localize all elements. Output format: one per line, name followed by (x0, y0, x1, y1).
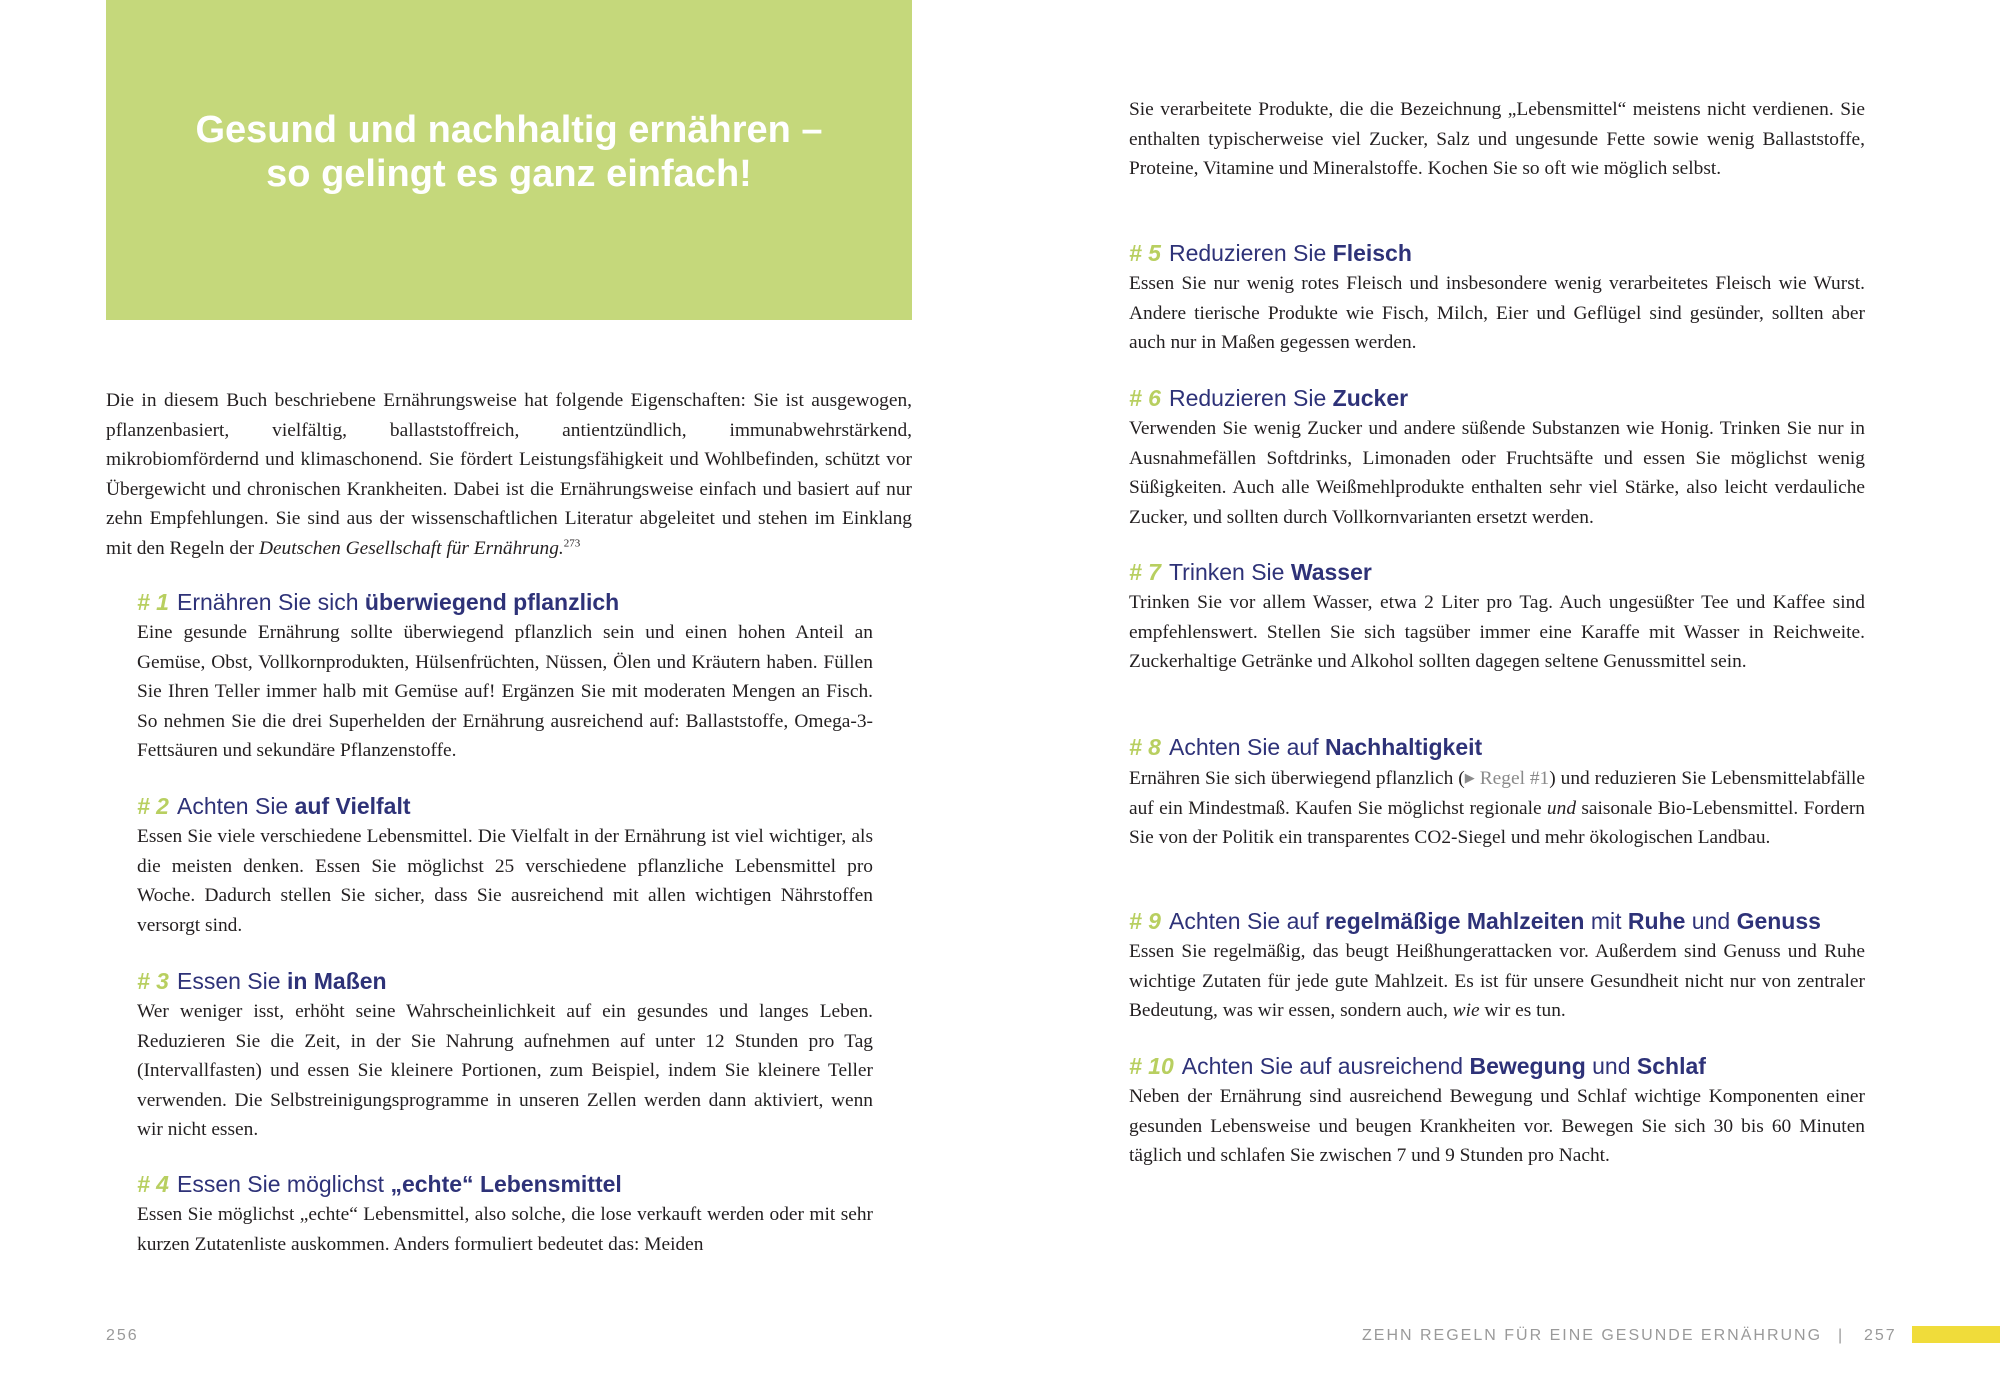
rule-body: Eine gesunde Ernährung sollte überwiegend pflanzlich sein und einen hohen Anteil an Gemüse, Obst, Vollkornprodukten, Hülsenfrüchten, Nüssen, Ölen und Kräutern haben. Füllen Sie Ihren Teller immer halb mit Gemüse auf! Ergänzen Sie mit moderaten Mengen an Fisch. So nehmen Sie die drei Superhelden der Ernährung ausreichend auf: Ballaststoffe, Omega-3-Fettsäuren und sekundäre Pflanzenstoffe. (137, 622, 873, 761)
rule-3 (137, 965, 873, 1145)
rule-4 (137, 1168, 873, 1259)
rule-10 (1129, 1050, 1865, 1171)
rule-heading: # 8 Achten Sie auf Nachhaltigkeit (1129, 734, 1483, 760)
left-page-number: 256 (106, 1327, 139, 1344)
rule-6 (1129, 382, 1865, 532)
rule-heading: # 1 Ernähren Sie sich überwiegend pflanzlich (137, 589, 620, 615)
rule-body: Wer weniger isst, erhöht seine Wahrscheinlichkeit auf ein gesundes und langes Leben. Reduzieren Sie die Zeit, in der Sie Nahrung aufnehmen auf unter 12 Stunden pro Tag (Intervallfasten) und essen Sie kleinere Portionen, zum Beispiel, indem Sie kleinere Teller verwenden. Die Selbstreinigungsprogramme in unseren Zellen werden dann aktiviert, wenn wir nicht essen. (137, 1001, 873, 1140)
rule-reference-link[interactable]: ▶ Regel #1 (1464, 768, 1550, 789)
rule-body: Essen Sie regelmäßig, das beugt Heißhungerattacken vor. Außerdem sind Genuss und Ruhe wichtige Zutaten für jede gute Mahlzeit. Es ist für unsere Gesundheit nicht nur von zentraler Bedeutung, was wir essen, sondern auch, wie wir es tun. (1129, 941, 1865, 1021)
rule-4-continuation: Sie verarbeitete Produkte, die die Bezeichnung „Lebensmittel“ meistens nicht verdienen. Sie enthalten typischerweise viel Zucker, Salz und ungesunde Fette sowie wenig Ballaststoffe, Proteine, Vitamine und Mineralstoffe. Kochen Sie so oft wie möglich selbst. (1129, 99, 1865, 179)
rule-number: # 8 (1129, 734, 1161, 760)
rule-number: # 2 (137, 793, 169, 819)
rule-number: # 7 (1129, 559, 1161, 585)
rule-number: # 9 (1129, 908, 1161, 934)
rule-heading: # 3 Essen Sie in Maßen (137, 968, 387, 994)
rule-body: Trinken Sie vor allem Wasser, etwa 2 Liter pro Tag. Auch ungesüßter Tee und Kaffee sind empfehlenswert. Stellen Sie sich tagsüber immer eine Karaffe mit Wasser in Reichweite. Zuckerhaltige Getränke und Alkohol sollten dagegen seltene Genussmittel sein. (1129, 592, 1865, 672)
rule-heading: # 7 Trinken Sie Wasser (1129, 559, 1372, 585)
rule-body: Essen Sie nur wenig rotes Fleisch und insbesondere wenig verarbeitetes Fleisch wie Wurst. Andere tierische Produkte wie Fisch, Milch, Eier und Geflügel sind gesünder, sollten aber auch nur in Maßen gegessen werden. (1129, 273, 1865, 353)
rule-body: Verwenden Sie wenig Zucker und andere süßende Substanzen wie Honig. Trinken Sie nur in Ausnahmefällen Softdrinks, Limonaden oder Fruchtsäfte und essen Sie möglichst wenig Süßigkeiten. Auch alle Weißmehlprodukte enthalten sehr viel Stärke, also leicht verdauliche Zucker, und sollten durch Vollkornvarianten ersetzt werden. (1129, 418, 1865, 528)
intro-paragraph: Die in diesem Buch beschriebene Ernährungsweise hat folgende Eigenschaften: Sie ist ausgewogen, pflanzenbasiert, vielfältig, ballaststoffreich, antientzündlich, immunabwehrstärkend, mikrobiomfördernd und klimaschonend. Sie fördert Leistungsfähigkeit und Wohlbefinden, schützt vor Übergewicht und chronischen Krankheiten. Dabei ist die Ernährungsweise einfach und basiert auf nur zehn Empfehlungen. Sie sind aus der wissenschaftlichen Literatur abgeleitet und stehen im Einklang mit den Regeln der Deutschen Gesellschaft für Ernährung.$^{273}$ (106, 390, 912, 559)
rule-body: Essen Sie viele verschiedene Lebensmittel. Die Vielfalt in der Ernährung ist viel wichtiger, als die meisten denken. Essen Sie möglichst 25 verschiedene pflanzliche Lebensmittel pro Woche. Dadurch stellen Sie sicher, dass Sie ausreichend mit allen wichtigen Nährstoffen versorgt sind. (137, 826, 873, 936)
page-title: Gesund und nachhaltig ernähren – so gelingt es ganz einfach! (195, 109, 823, 195)
chapter-running-title: ZEHN REGELN FÜR EINE GESUNDE ERNÄHRUNG (1362, 1327, 1823, 1344)
rule-heading: # 10 Achten Sie auf ausreichend Bewegung und Schlaf (1129, 1053, 1706, 1079)
rule-number: # 5 (1129, 240, 1161, 266)
footnote-ref[interactable]: 273 (563, 537, 581, 550)
rule-heading: # 4 Essen Sie möglichst „echte“ Lebensmittel (137, 1171, 622, 1197)
rule-number: # 4 (137, 1171, 169, 1197)
rule-heading: # 5 Reduzieren Sie Fleisch (1129, 240, 1412, 266)
rule-body: Ernähren Sie sich überwiegend pflanzlich (▶ Regel #1) und reduzieren Sie Lebensmittelabfälle auf ein Mindestmaß. Kaufen Sie möglichst regionale und saisonale Bio-Lebensmittel. Fordern Sie von der Politik ein transparentes CO2-Siegel und mehr ökologischen Landbau. (1129, 768, 1865, 848)
footer-separator: | (1838, 1327, 1845, 1344)
title-box (106, 0, 912, 320)
rule-body: Neben der Ernährung sind ausreichend Bewegung und Schlaf wichtige Komponenten einer gesunden Lebensweise und beugen Krankheiten vor. Bewegen Sie sich 30 bis 60 Minuten täglich und schlafen Sie zwischen 7 und 9 Stunden pro Nacht. (1129, 1086, 1865, 1166)
rule-9 (1129, 905, 1865, 1026)
rule-heading: # 6 Reduzieren Sie Zucker (1129, 385, 1409, 411)
rule-number: # 6 (1129, 385, 1161, 411)
rule-number: # 1 (137, 589, 169, 615)
rule-2 (137, 790, 873, 940)
rule-heading: # 2 Achten Sie auf Vielfalt (137, 793, 411, 819)
rule-number: # 3 (137, 968, 169, 994)
chapter-color-tab (1912, 1326, 2000, 1343)
rule-5 (1129, 237, 1865, 358)
rule-1 (137, 586, 873, 766)
rule-number: # 10 (1129, 1053, 1174, 1079)
rule-7 (1129, 556, 1865, 677)
play-triangle-icon: ▶ (1464, 770, 1475, 785)
rule-body: Essen Sie möglichst „echte“ Lebensmittel, also solche, die lose verkauft werden oder mit sehr kurzen Zutatenliste auskommen. Anders formuliert bedeutet das: Meiden (137, 1204, 873, 1255)
rule-heading: # 9 Achten Sie auf regelmäßige Mahlzeiten mit Ruhe und Genuss (1129, 908, 1821, 934)
right-page-number: 257 (1864, 1327, 1897, 1344)
rule-8 (1129, 731, 1865, 853)
